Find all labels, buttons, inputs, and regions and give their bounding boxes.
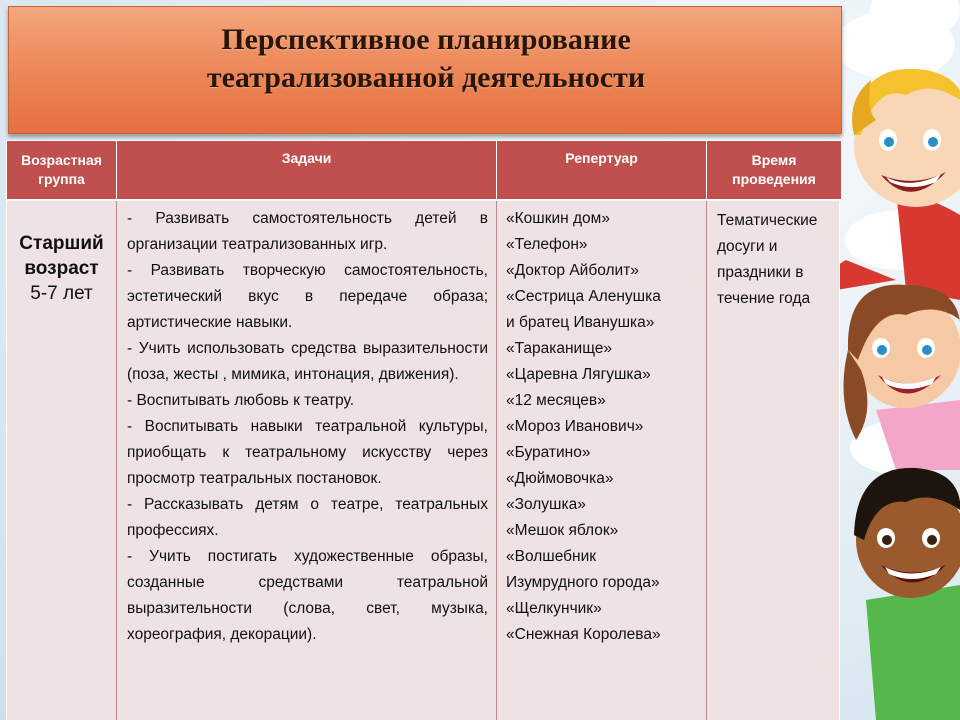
repertoire-item: «Доктор Айболит» <box>506 262 639 279</box>
cell-repertoire <box>497 201 707 720</box>
task-item: - Развивать самостоятельность детей в организации театрализованных игр. <box>127 210 488 253</box>
age-line-2: возраст <box>24 258 99 279</box>
cell-age-group <box>7 201 117 720</box>
repertoire-item: «Мешок яблок» <box>506 522 619 539</box>
repertoire-item: и братец Иванушка» <box>506 314 655 331</box>
repertoire-item: «Щелкунчик» <box>506 600 602 617</box>
header-time <box>707 141 841 201</box>
header-repertoire: Репертуар <box>497 141 707 201</box>
title-line-1: Перспективное планирование <box>221 23 631 56</box>
title-line-2: театрализованной деятельности <box>206 61 646 94</box>
header-time-line2: проведения <box>732 171 816 187</box>
boy-blonde-icon <box>836 69 960 300</box>
repertoire-item: «Телефон» <box>506 236 588 253</box>
task-item: - Развивать творческую самостоятельность, эстетический вкус в передаче образа; артистические навыки. <box>127 262 488 331</box>
cell-tasks <box>117 201 497 720</box>
header-time-line1: Время <box>751 152 797 168</box>
task-item: - Учить использовать средства выразительности (поза, жесты , мимика, интонация, движения). <box>127 340 488 383</box>
planning-table <box>6 140 840 720</box>
title-banner <box>8 6 842 134</box>
page-title <box>9 21 843 97</box>
repertoire-item: Изумрудного города» <box>506 574 660 591</box>
repertoire-item: «Буратино» <box>506 444 591 461</box>
header-age-group <box>7 141 117 201</box>
header-age-line2: группа <box>38 171 85 187</box>
boy-dark-icon <box>854 468 960 720</box>
task-item: - Учить постигать художественные образы, созданные средствами театральной выразительности (слова, свет, музыка, хореография, декорации). <box>127 548 488 643</box>
header-age-line1: Возрастная <box>21 152 102 168</box>
repertoire-item: «12 месяцев» <box>506 392 606 409</box>
repertoire-item: «Мороз Иванович» <box>506 418 644 435</box>
repertoire-item: «Волшебник <box>506 548 597 565</box>
header-tasks: Задачи <box>117 141 497 201</box>
repertoire-item: «Золушка» <box>506 496 586 513</box>
repertoire-item: «Снежная Королева» <box>506 626 661 643</box>
age-line-3: 5-7 лет <box>30 283 93 304</box>
repertoire-item: «Сестрица Аленушка <box>506 288 661 305</box>
task-item: - Воспитывать навыки театральной культуры, приобщать к театральному искусству через просмотр театральных постановок. <box>127 418 488 487</box>
task-item: - Рассказывать детям о театре, театральных профессиях. <box>127 496 488 539</box>
repertoire-item: «Дюймовочка» <box>506 470 614 487</box>
repertoire-item: «Тараканище» <box>506 340 613 357</box>
age-line-1: Старший <box>19 233 104 254</box>
task-item: - Воспитывать любовь к театру. <box>127 392 355 409</box>
repertoire-item: «Кошкин дом» <box>506 210 610 227</box>
girl-icon <box>844 285 960 470</box>
cartoon-children-illustration <box>836 40 960 720</box>
cell-time: Тематические досуги и праздники в течение года <box>717 212 818 307</box>
repertoire-item: «Царевна Лягушка» <box>506 366 651 383</box>
